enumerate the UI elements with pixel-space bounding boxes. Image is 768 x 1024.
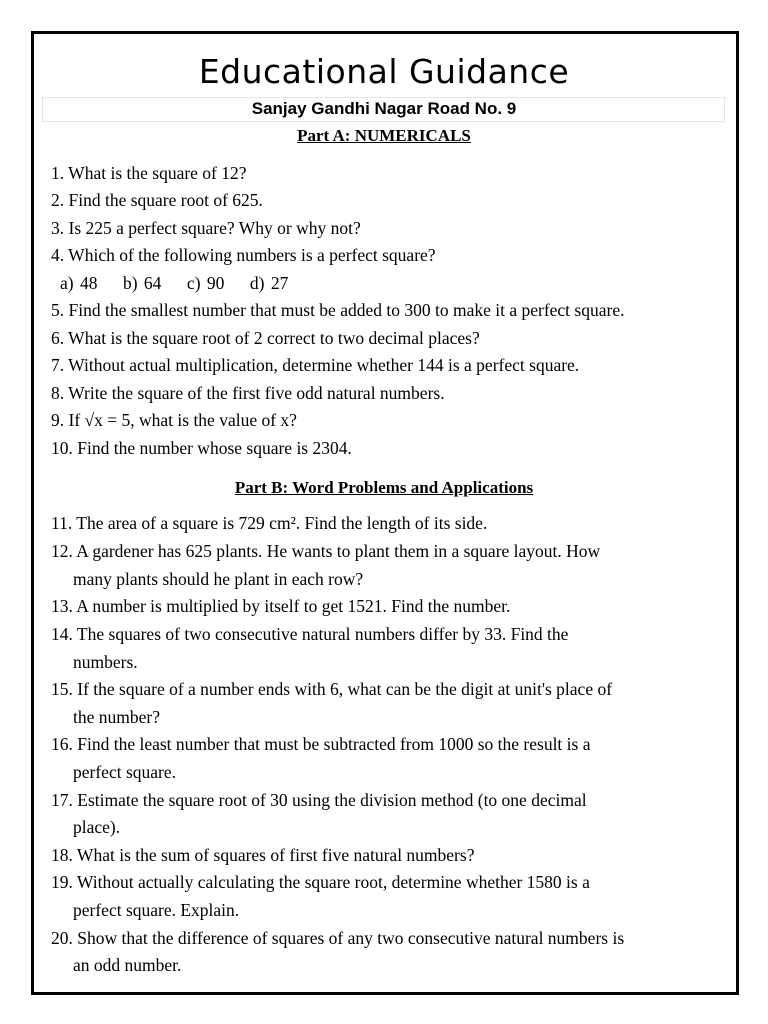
question-3: 3. Is 225 a perfect square? Why or why not? (51, 218, 361, 238)
question-2: 2. Find the square root of 625. (51, 190, 263, 210)
question-20: 20. Show that the difference of squares of any two consecutive natural numbers is (51, 928, 625, 948)
part-b-heading: Part B: Word Problems and Applications (234, 478, 534, 497)
page-title: Educational Guidance (198, 52, 570, 91)
question-10: 10. Find the number whose square is 2304. (51, 438, 352, 458)
question-11: 11. The area of a square is 729 cm². Find the length of its side. (51, 513, 488, 533)
question-17-continued: place). (73, 817, 121, 837)
question-16-continued: perfect square. (73, 762, 176, 782)
question-19: 19. Without actually calculating the square root, determine whether 1580 is a (51, 872, 590, 892)
question-4-options: a) 48 b) 64 c) 90 d) 27 (60, 273, 289, 293)
question-19-continued: perfect square. Explain. (73, 900, 240, 920)
question-12-continued: many plants should he plant in each row? (73, 569, 364, 589)
question-17: 17. Estimate the square root of 30 using the division method (to one decimal (51, 790, 587, 810)
question-9: 9. If √x = 5, what is the value of x? (51, 410, 297, 430)
question-5: 5. Find the smallest number that must be added to 300 to make it a perfect square. (51, 300, 625, 320)
question-7: 7. Without actual multiplication, determine whether 144 is a perfect square. (51, 355, 580, 375)
question-13: 13. A number is multiplied by itself to get 1521. Find the number. (51, 596, 511, 616)
question-4: 4. Which of the following numbers is a perfect square? (51, 245, 436, 265)
question-6: 6. What is the square root of 2 correct to two decimal places? (51, 328, 480, 348)
question-1: 1. What is the square of 12? (51, 163, 247, 183)
part-a-heading: Part A: NUMERICALS (297, 126, 471, 145)
question-8: 8. Write the square of the first five odd natural numbers. (51, 383, 445, 403)
question-16: 16. Find the least number that must be subtracted from 1000 so the result is a (51, 734, 591, 754)
page-subtitle: Sanjay Gandhi Nagar Road No. 9 (251, 99, 517, 118)
question-15: 15. If the square of a number ends with 6, what can be the digit at unit's place of (51, 679, 613, 699)
question-12: 12. A gardener has 625 plants. He wants to plant them in a square layout. How (51, 541, 601, 561)
question-15-continued: the number? (73, 707, 160, 727)
question-14: 14. The squares of two consecutive natural numbers differ by 33. Find the (51, 624, 569, 644)
question-14-continued: numbers. (73, 652, 138, 672)
question-18: 18. What is the sum of squares of first five natural numbers? (51, 845, 475, 865)
question-20-continued: an odd number. (73, 955, 182, 975)
